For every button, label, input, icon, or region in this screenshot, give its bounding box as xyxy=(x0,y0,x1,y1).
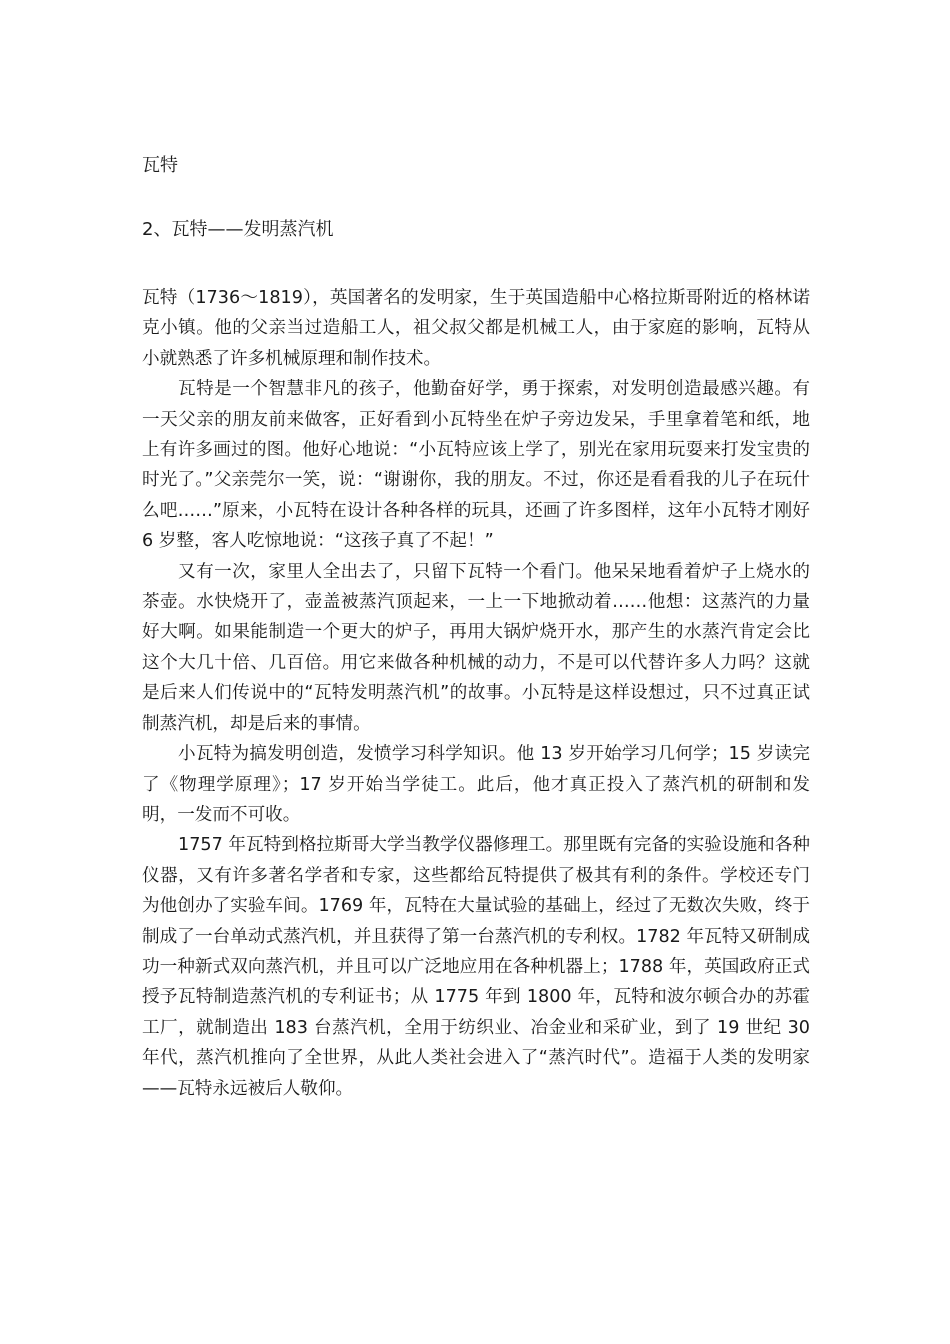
paragraph-kettle-story: 又有一次，家里人全出去了，只留下瓦特一个看门。他呆呆地看着炉子上烧水的茶壶。水快烧开了，壶盖被蒸汽顶起来，一上一下地掀动着……他想：这蒸汽的力量好大啊。如果能制造一个更大的炉子，再用大锅炉烧开水，那产生的水蒸汽肯定会比这个大几十倍、几百倍。用它来做各种机械的动力，不是可以代替许多人力吗？这就是后来人们传说中的“瓦特发明蒸汽机”的故事。小瓦特是这样设想过，只不过真正试制蒸汽机，却是后来的事情。 xyxy=(142,561,810,734)
paragraph-intro: 瓦特（1736～1819），英国著名的发明家，生于英国造船中心格拉斯哥附近的格林诺克小镇。他的父亲当过造船工人，祖父叔父都是机械工人，由于家庭的影响，瓦特从小就熟悉了许多机械原理和制作技术。 xyxy=(142,288,810,369)
paragraph-career: 1757 年瓦特到格拉斯哥大学当教学仪器修理工。那里既有完备的实验设施和各种仪器，又有许多著名学者和专家，这些都给瓦特提供了极其有利的条件。学校还专门为他创办了实验车间。1769 年，瓦特在大量试验的基础上，经过了无数次失败，终于制成了一台单动式蒸汽机，并且获得了第一台蒸汽机的专利权。1782 年瓦特又研制成功一种新式双向蒸汽机，并且可以广泛地应用在各种机器上；1788 年，英国政府正式授予瓦特制造蒸汽机的专利证书；从 1775 年到 1800 年，瓦特和波尔顿合办的苏霍工厂，就制造出 183 台蒸汽机，全用于纺织业、冶金业和采矿业，到了 19 世纪 30 年代，蒸汽机推向了全世界，从此人类社会进入了“蒸汽时代”。造福于人类的发明家——瓦特永远被后人敬仰。 xyxy=(142,835,810,1099)
document-body xyxy=(142,283,810,1104)
document-title: 瓦特 xyxy=(142,155,178,176)
section-heading: 2、瓦特——发明蒸汽机 xyxy=(142,219,334,240)
paragraph-education: 小瓦特为搞发明创造，发愤学习科学知识。他 13 岁开始学习几何学；15 岁读完了《物理学原理》；17 岁开始当学徒工。此后，他才真正投入了蒸汽机的研制和发明，一发而不可收。 xyxy=(142,744,810,825)
paragraph-childhood: 瓦特是一个智慧非凡的孩子，他勤奋好学，勇于探索，对发明创造最感兴趣。有一天父亲的朋友前来做客，正好看到小瓦特坐在炉子旁边发呆，手里拿着笔和纸，地上有许多画过的图。他好心地说：“小瓦特应该上学了，别光在家用玩耍来打发宝贵的时光了。”父亲莞尔一笑，说：“谢谢你，我的朋友。不过，你还是看看我的儿子在玩什么吧……”原来，小瓦特在设计各种各样的玩具，还画了许多图样，这年小瓦特才刚好 6 岁整，客人吃惊地说：“这孩子真了不起！” xyxy=(142,379,810,552)
